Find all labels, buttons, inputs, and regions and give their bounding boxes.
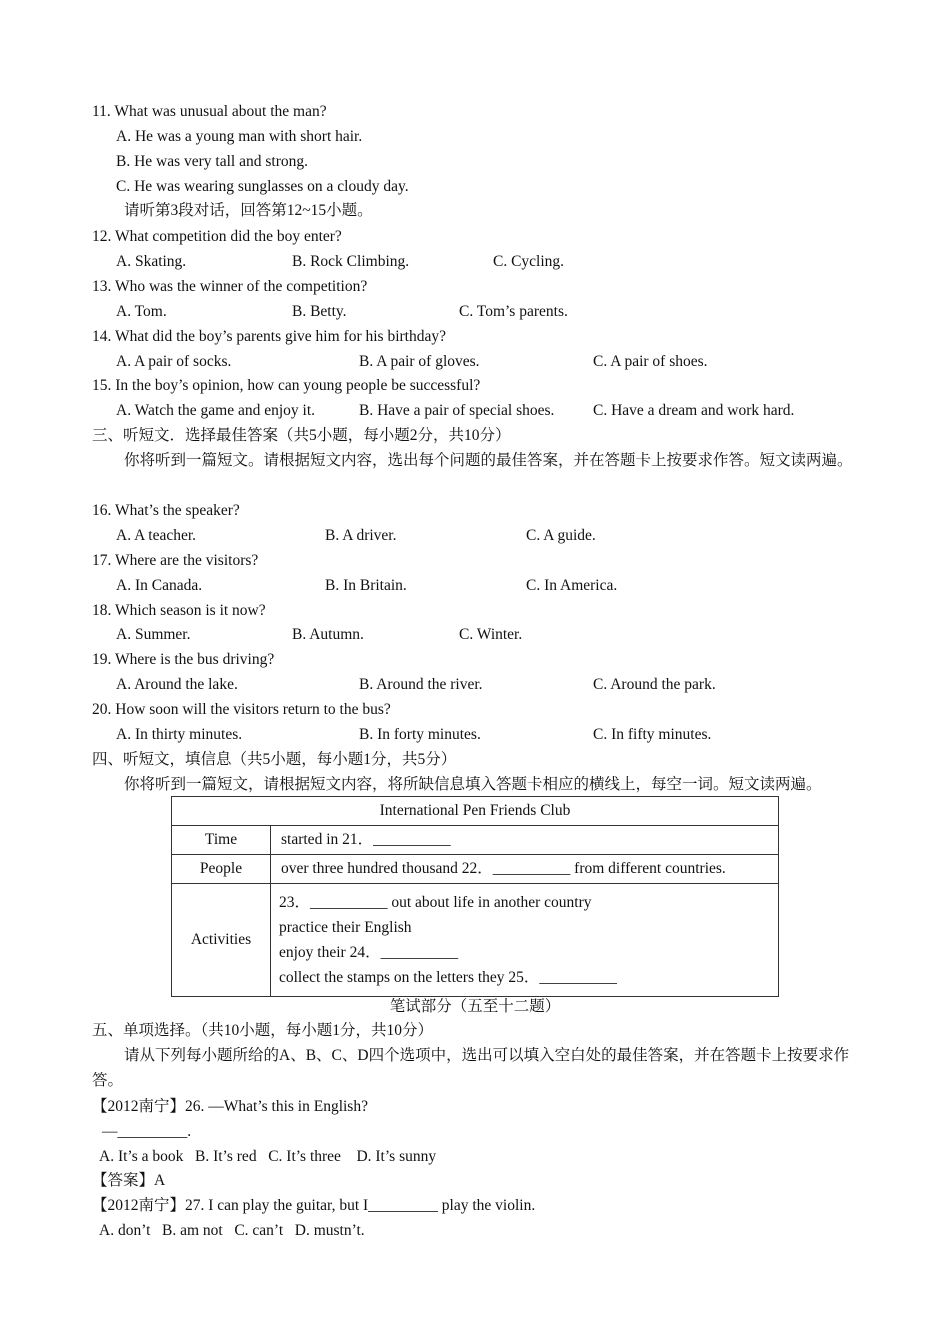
- question-14-option-c: C. A pair of shoes.: [593, 353, 708, 370]
- question-18-option-a: A. Summer.: [116, 626, 191, 643]
- question-15-option-b: B. Have a pair of special shoes.: [359, 402, 555, 419]
- question-26-stem: 【2012南宁】26. —What’s this in English?: [92, 1098, 368, 1115]
- section-4-title: 四、听短文，填信息（共5小题，每小题1分，共5分）: [92, 751, 457, 768]
- question-11-option-a: A. He was a young man with short hair.: [116, 128, 363, 145]
- pen-friends-info-table: [171, 796, 779, 997]
- dialogue-3-note: 请听第3段对话，回答第12~15小题。: [124, 202, 373, 219]
- question-19-option-c: C. Around the park.: [593, 676, 716, 693]
- question-16-option-a: A. A teacher.: [116, 527, 197, 544]
- written-part-heading: 笔试部分（五至十二题）: [389, 998, 561, 1015]
- people-label: People: [172, 855, 271, 884]
- question-12-option-a: A. Skating.: [116, 253, 187, 270]
- table-row: [172, 855, 779, 884]
- activities-content: [271, 884, 779, 997]
- question-12-option-c: C. Cycling.: [493, 253, 565, 270]
- section-3-instruction: 你将听到一篇短文。请根据短文内容，选出每个问题的最佳答案，并在答题卡上按要求作答。短文读两遍。: [124, 452, 853, 469]
- question-11-option-b: B. He was very tall and strong.: [116, 153, 308, 170]
- question-14-option-b: B. A pair of gloves.: [359, 353, 480, 370]
- question-26-answer: 【答案】A: [92, 1172, 166, 1189]
- section-5-title: 五、单项选择。（共10小题，每小题1分，共10分）: [92, 1022, 434, 1039]
- question-26-options: A. It’s a book B. It’s red C. It’s three D. It’s sunny: [99, 1148, 437, 1165]
- question-18-option-b: B. Autumn.: [292, 626, 364, 643]
- question-15-option-a: A. Watch the game and enjoy it.: [116, 402, 316, 419]
- question-20-option-a: A. In thirty minutes.: [116, 726, 243, 743]
- section-4-instruction: 你将听到一篇短文，请根据短文内容，将所缺信息填入答题卡相应的横线上，每空一词。短文读两遍。: [124, 776, 822, 793]
- question-17-option-c: C. In America.: [526, 577, 618, 594]
- people-content: over three hundred thousand 22．__________ from different countries.: [271, 855, 779, 884]
- activity-item: enjoy their 24．__________: [279, 944, 459, 961]
- question-19-option-b: B. Around the river.: [359, 676, 483, 693]
- question-12-option-b: B. Rock Climbing.: [292, 253, 410, 270]
- time-content: started in 21．__________: [271, 826, 779, 855]
- question-15-option-c: C. Have a dream and work hard.: [593, 402, 795, 419]
- table-title: International Pen Friends Club: [172, 797, 779, 826]
- question-14-option-a: A. A pair of socks.: [116, 353, 232, 370]
- question-16-option-c: C. A guide.: [526, 527, 596, 544]
- question-13-option-a: A. Tom.: [116, 303, 167, 320]
- section-3-title: 三、听短文．选择最佳答案（共5小题，每小题2分，共10分）: [92, 427, 511, 444]
- question-17-option-a: A. In Canada.: [116, 577, 203, 594]
- question-17-stem: 17. Where are the visitors?: [92, 552, 259, 569]
- question-13-option-b: B. Betty.: [292, 303, 347, 320]
- question-18-stem: 18. Which season is it now?: [92, 602, 266, 619]
- question-16-stem: 16. What’s the speaker?: [92, 502, 240, 519]
- question-19-stem: 19. Where is the bus driving?: [92, 651, 275, 668]
- section-5-instruction: 请从下列每小题所给的A、B、C、D四个选项中，选出可以填入空白处的最佳答案，并在答题卡上按要求作答。: [92, 1047, 850, 1089]
- question-15-stem: 15. In the boy’s opinion, how can young people be successful?: [92, 377, 481, 394]
- activity-item: practice their English: [279, 919, 412, 936]
- question-20-option-b: B. In forty minutes.: [359, 726, 481, 743]
- question-13-stem: 13. Who was the winner of the competition?: [92, 278, 368, 295]
- activities-label: Activities: [172, 884, 271, 997]
- time-label: Time: [172, 826, 271, 855]
- question-19-option-a: A. Around the lake.: [116, 676, 238, 693]
- question-11-option-c: C. He was wearing sunglasses on a cloudy day.: [116, 178, 409, 195]
- question-16-option-b: B. A driver.: [325, 527, 397, 544]
- question-20-option-c: C. In fifty minutes.: [593, 726, 712, 743]
- table-row: [172, 826, 779, 855]
- question-26-response: —_________.: [102, 1123, 192, 1140]
- question-14-stem: 14. What did the boy’s parents give him for his birthday?: [92, 328, 446, 345]
- question-18-option-c: C. Winter.: [459, 626, 523, 643]
- question-20-stem: 20. How soon will the visitors return to the bus?: [92, 701, 391, 718]
- question-13-option-c: C. Tom’s parents.: [459, 303, 568, 320]
- question-12-stem: 12. What competition did the boy enter?: [92, 228, 342, 245]
- table-row: [172, 884, 779, 997]
- question-27-options: A. don’t B. am not C. can’t D. mustn’t.: [99, 1222, 365, 1239]
- activity-item: 23．__________ out about life in another country: [279, 894, 592, 911]
- question-27-stem: 【2012南宁】27. I can play the guitar, but I_________ play the violin.: [92, 1197, 536, 1214]
- question-17-option-b: B. In Britain.: [325, 577, 407, 594]
- question-11-stem: 11. What was unusual about the man?: [92, 103, 327, 120]
- activity-item: collect the stamps on the letters they 25．__________: [279, 969, 617, 986]
